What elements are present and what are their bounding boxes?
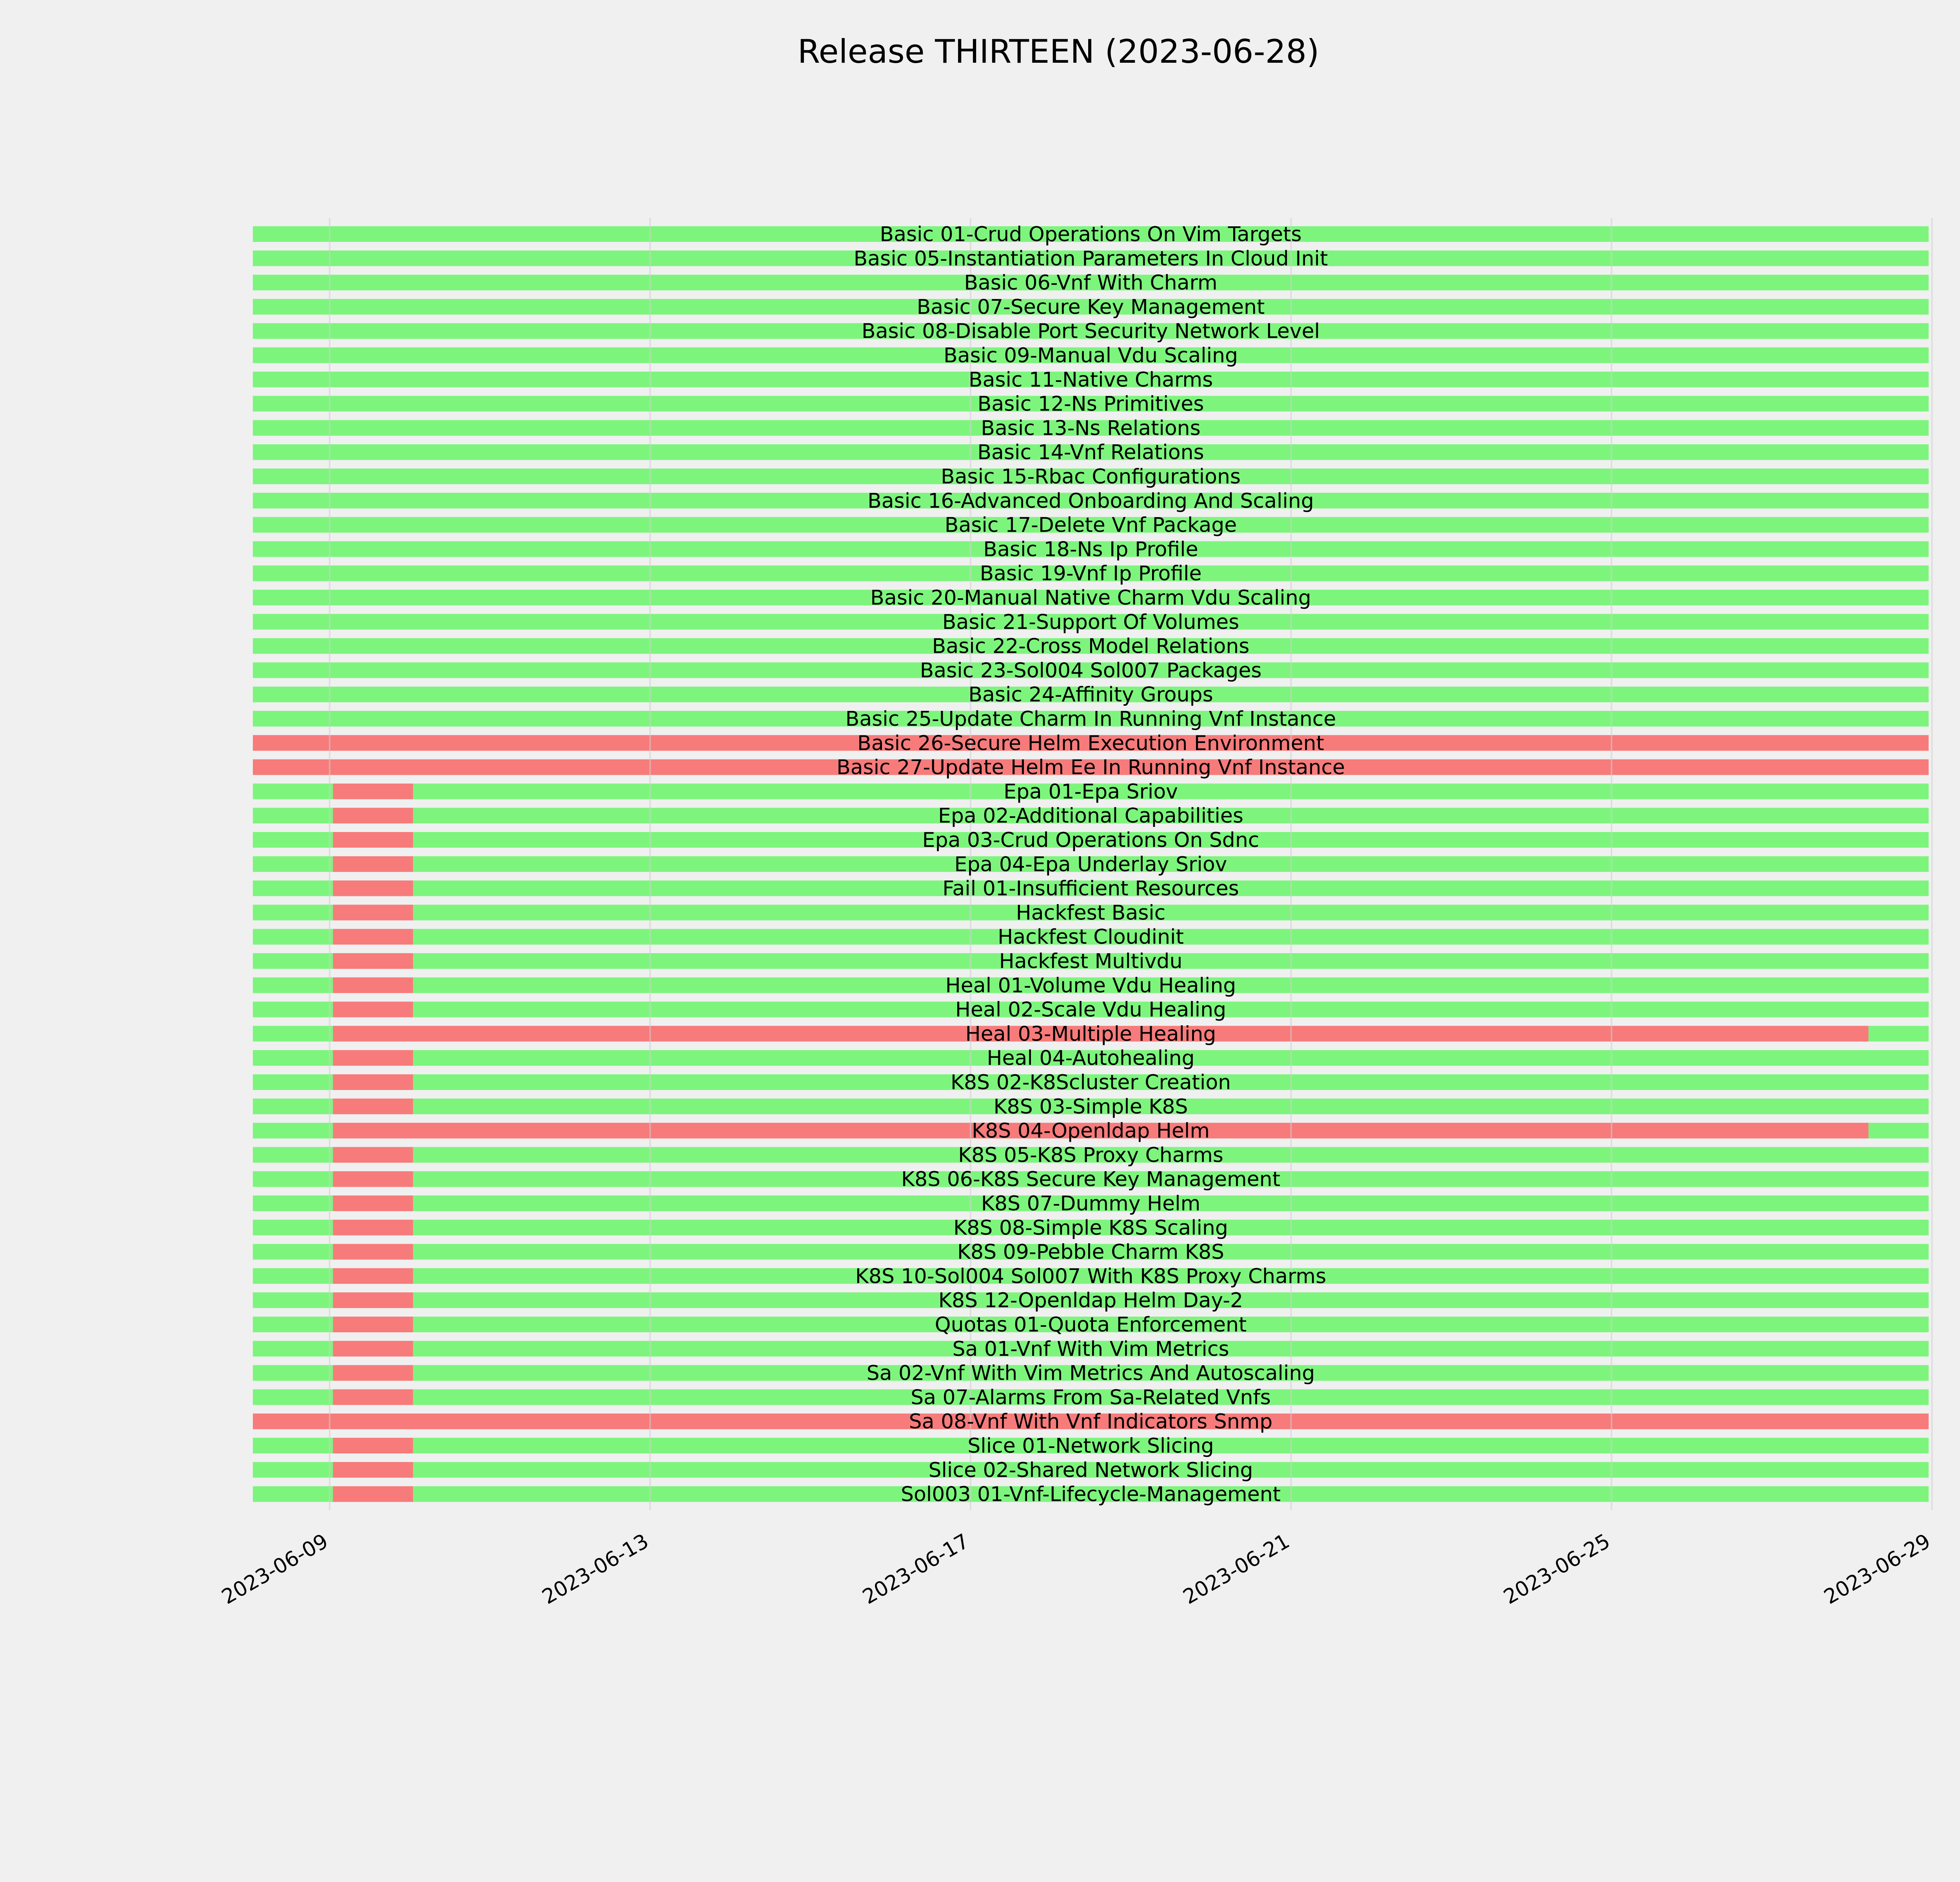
row-label: Sol003 01-Vnf-Lifecycle-Management: [900, 1482, 1281, 1506]
row-label: Sa 01-Vnf With Vim Metrics: [952, 1337, 1229, 1361]
row-label: Heal 02-Scale Vdu Healing: [955, 998, 1227, 1022]
row-label: Epa 03-Crud Operations On Sdnc: [922, 828, 1259, 852]
bar-segment-fail: [333, 1486, 413, 1502]
row-label: Quotas 01-Quota Enforcement: [935, 1313, 1247, 1337]
row-label: Basic 12-Ns Primitives: [977, 392, 1204, 416]
bar-segment-pass: [253, 1147, 333, 1163]
row-label: Fail 01-Insufficient Resources: [942, 877, 1239, 901]
row-label: Basic 25-Update Charm In Running Vnf Instance: [845, 707, 1336, 731]
bar-segment-fail: [333, 1462, 413, 1478]
row-label: K8S 09-Pebble Charm K8S: [957, 1240, 1225, 1264]
bar-segment-fail: [333, 953, 413, 969]
row-label: Basic 27-Update Helm Ee In Running Vnf Instance: [836, 756, 1345, 779]
bar-segment-fail: [333, 1341, 413, 1357]
x-tick-label: 2023-06-17: [858, 1529, 973, 1609]
row-label: Basic 07-Secure Key Management: [916, 295, 1265, 319]
x-axis-ticks: [218, 1530, 1935, 1609]
bar-segment-pass: [253, 1268, 333, 1284]
bar-segment-pass: [1869, 1026, 1929, 1041]
bar-segment-fail: [333, 1050, 413, 1066]
row-label: Heal 03-Multiple Healing: [965, 1022, 1216, 1046]
row-label: Basic 17-Delete Vnf Package: [944, 513, 1237, 537]
row-label: Slice 02-Shared Network Slicing: [928, 1458, 1253, 1482]
bar-segment-pass: [253, 1099, 333, 1114]
bar-segment-pass: [413, 905, 1929, 920]
row-label: Basic 06-Vnf With Charm: [964, 271, 1218, 295]
bar-segment-pass: [253, 1438, 333, 1453]
bar-segment-fail: [333, 1171, 413, 1187]
bar-segment-fail: [333, 1220, 413, 1235]
row-label: Sa 02-Vnf With Vim Metrics And Autoscaling: [866, 1361, 1315, 1385]
row-label: Sa 07-Alarms From Sa-Related Vnfs: [911, 1386, 1271, 1410]
bar-segment-pass: [253, 1317, 333, 1332]
bar-segment-fail: [333, 1389, 413, 1405]
bar-segment-fail: [333, 1438, 413, 1453]
row-label: Epa 01-Epa Sriov: [1004, 780, 1178, 804]
x-tick-label: 2023-06-25: [1499, 1529, 1614, 1609]
bar-segment-fail: [333, 1099, 413, 1114]
bar-segment-fail: [333, 1317, 413, 1332]
row-label: Basic 08-Disable Port Security Network Level: [861, 320, 1320, 343]
row-label: Basic 14-Vnf Relations: [977, 441, 1204, 465]
bar-segment-pass: [253, 953, 333, 969]
bar-segment-pass: [253, 1292, 333, 1308]
row-label: Heal 04-Autohealing: [987, 1046, 1195, 1070]
x-tick-label: 2023-06-29: [1820, 1529, 1935, 1609]
bar-segment-pass: [253, 1002, 333, 1017]
row-label: Basic 11-Native Charms: [968, 368, 1213, 392]
row-label: Slice 01-Network Slicing: [967, 1434, 1214, 1458]
bar-segment-fail: [333, 783, 413, 799]
bar-segment-fail: [333, 1074, 413, 1090]
row-label: Basic 22-Cross Model Relations: [932, 634, 1250, 658]
bar-segment-fail: [333, 905, 413, 920]
bar-segment-fail: [333, 1292, 413, 1308]
bar-segment-pass: [253, 832, 333, 848]
bar-segment-fail: [333, 808, 413, 823]
bar-segment-pass: [253, 783, 333, 799]
row-label: K8S 04-Openldap Helm: [971, 1119, 1210, 1143]
row-label: Basic 05-Instantiation Parameters In Cloud Init: [853, 247, 1328, 271]
row-label: Hackfest Cloudinit: [998, 925, 1184, 949]
bar-segment-pass: [253, 1026, 333, 1041]
row-label: Heal 01-Volume Vdu Healing: [945, 974, 1236, 997]
bar-segment-pass: [253, 881, 333, 896]
bar-segment-pass: [253, 1220, 333, 1235]
row-label: Hackfest Multivdu: [999, 950, 1183, 973]
bar-segment-pass: [253, 1244, 333, 1260]
bar-segment-fail: [333, 1002, 413, 1017]
bar-segment-pass: [253, 929, 333, 945]
bar-segment-pass: [253, 1389, 333, 1405]
bar-segment-pass: [253, 808, 333, 823]
x-tick-label: 2023-06-21: [1179, 1529, 1294, 1609]
row-label: Sa 08-Vnf With Vnf Indicators Snmp: [909, 1410, 1273, 1434]
row-label: Basic 15-Rbac Configurations: [941, 465, 1241, 489]
bar-segment-fail: [333, 1195, 413, 1211]
row-label: Basic 18-Ns Ip Profile: [983, 538, 1198, 561]
row-label: Basic 01-Crud Operations On Vim Targets: [880, 223, 1302, 246]
bar-segment-fail: [333, 1244, 413, 1260]
row-label: K8S 05-K8S Proxy Charms: [958, 1143, 1223, 1167]
chart-title: Release THIRTEEN (2023-06-28): [797, 33, 1319, 71]
row-label: K8S 07-Dummy Helm: [981, 1192, 1201, 1215]
x-tick-label: 2023-06-13: [538, 1529, 653, 1609]
bar-segment-pass: [253, 1195, 333, 1211]
row-label: Basic 23-Sol004 Sol007 Packages: [920, 659, 1262, 683]
bar-segment-fail: [333, 832, 413, 848]
row-label: K8S 02-K8Scluster Creation: [950, 1071, 1231, 1094]
bar-segment-pass: [253, 856, 333, 872]
row-label: Epa 04-Epa Underlay Sriov: [954, 852, 1227, 876]
row-label: Basic 13-Ns Relations: [981, 416, 1201, 440]
row-label: Basic 24-Affinity Groups: [968, 683, 1213, 707]
row-label: K8S 08-Simple K8S Scaling: [953, 1216, 1228, 1240]
row-label: Basic 16-Advanced Onboarding And Scaling: [867, 489, 1314, 513]
bar-segment-fail: [333, 1268, 413, 1284]
bar-segment-fail: [333, 856, 413, 872]
bar-segment-fail: [333, 1147, 413, 1163]
bar-segment-pass: [253, 1365, 333, 1381]
row-label: Hackfest Basic: [1016, 901, 1166, 925]
bar-segment-pass: [253, 1123, 333, 1139]
bar-segment-pass: [253, 905, 333, 920]
row-label: K8S 10-Sol004 Sol007 With K8S Proxy Charms: [855, 1264, 1327, 1288]
bar-segment-pass: [253, 1171, 333, 1187]
bar-segment-pass: [1869, 1123, 1929, 1139]
bar-segment-fail: [333, 929, 413, 945]
bar-segment-fail: [333, 1365, 413, 1381]
bar-segment-pass: [253, 1050, 333, 1066]
row-label: K8S 12-Openldap Helm Day-2: [938, 1289, 1243, 1313]
row-label: Basic 20-Manual Native Charm Vdu Scaling: [870, 586, 1311, 610]
x-tick-label: 2023-06-09: [218, 1529, 332, 1609]
row-label: K8S 03-Simple K8S: [993, 1095, 1188, 1119]
bar-segment-pass: [253, 1462, 333, 1478]
bar-segment-pass: [253, 1486, 333, 1502]
row-label: K8S 06-K8S Secure Key Management: [901, 1168, 1281, 1192]
bar-segment-pass: [253, 1341, 333, 1357]
bar-segment-fail: [333, 881, 413, 896]
row-label: Basic 09-Manual Vdu Scaling: [943, 344, 1238, 367]
bar-segment-pass: [253, 1074, 333, 1090]
row-label: Basic 26-Secure Helm Execution Environment: [857, 731, 1324, 755]
bar-segment-pass: [253, 977, 333, 993]
row-label: Epa 02-Additional Capabilities: [938, 804, 1243, 828]
row-label: Basic 21-Support Of Volumes: [942, 610, 1240, 634]
bar-segment-fail: [333, 977, 413, 993]
row-label: Basic 19-Vnf Ip Profile: [980, 562, 1202, 586]
